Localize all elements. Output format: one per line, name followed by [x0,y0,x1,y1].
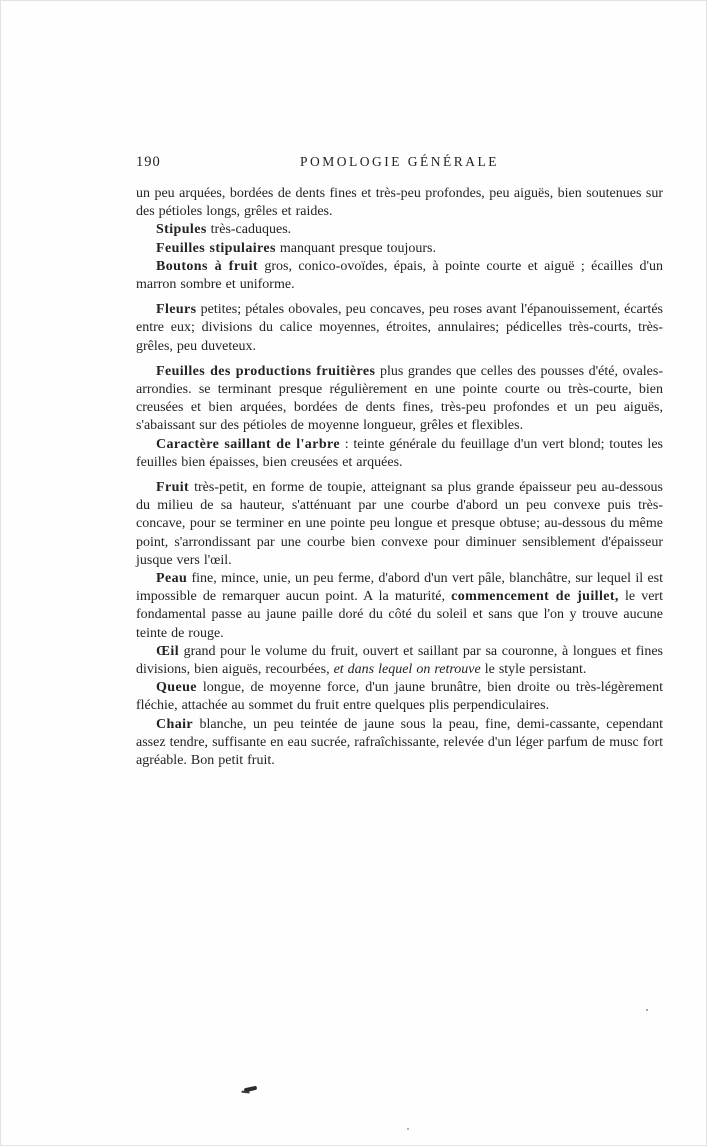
running-title: POMOLOGIE GÉNÉRALE [299,154,500,169]
headword: Chair [156,716,193,732]
paragraph-oeil [136,643,663,679]
text-segment: très-caduques. [206,222,292,238]
paragraph-boutons-a-fruit [136,258,663,294]
paragraph-caractere-saillant [136,436,663,472]
text-segment: grand pour le volume du fruit, ouvert et saillant par sa couronne, à longues et fines divisions, bien aiguës, recourbées, [136,643,663,678]
paragraph-feuilles-des-productions-fruitieres [136,363,663,436]
paragraph-stipules [136,221,663,239]
text-segment: très-petit, en forme de toupie, atteignant sa plus grande épaisseur peu au-dessous du milieu de sa hauteur, s'atténuant par une courbe d'abord un peu convexe puis très-concave, pour se terminer en une pointe peu longue et presque obtuse; au-dessous du même point, s'arrondissant par une courbe bien convexe pour diminuer sensiblement d'épaisseur jusque vers l'œil. [136,480,663,568]
headword: Queue [156,680,197,696]
headword: Fruit [156,480,190,496]
text-segment: petites; pétales obovales, peu concaves, peu roses avant l'épanouissement, écartés entre eux; divisions du calice moyennes, étroites, annulaires; pédicelles très-courts, très-grêles, peu duveteux. [136,302,663,354]
paragraph-chair [136,716,663,771]
text-segment: blanche, un peu teintée de jaune sous la peau, fine, demi-cassante, cependant assez tendre, suffisante en eau sucrée, rafraîchissante, relevée d'un léger parfum de musc fort agréable. Bon petit fruit. [136,716,663,769]
scan-speck [407,1128,409,1130]
headword: Boutons à fruit [156,258,258,274]
headword: Feuilles stipulaires [156,240,276,256]
paragraph-peau [136,570,663,643]
headword: Fleurs [156,302,197,318]
scan-speck [646,1009,648,1011]
headword: commencement de juillet, [451,589,619,605]
page-number: 190 [136,154,161,170]
paragraph-continuation [136,185,663,221]
paragraph-feuilles-stipulaires [136,240,663,258]
paragraph-fruit [136,479,663,570]
text-segment: plus grandes que celles des pousses d'été, ovales-arrondies. se terminant presque régulièrement en une pointe courte ou très-courte, bien creusées et bien arquées, bordées de dents fines, très-peu profondes et un peu aiguës, s'abaissant sur des pétioles de moyenne longueur, grêles et flexibles. [136,363,663,434]
text-segment: longue, de moyenne force, d'un jaune brunâtre, bien droite ou très-légèrement fléchie, attachée au sommet du fruit entre quelques plis perpendiculaires. [136,680,663,714]
page-body [136,185,663,770]
text-segment: : teinte générale du feuillage d'un vert blond; toutes les feuilles bien épaisses, bien creusées et arquées. [136,436,663,470]
paragraph-fleurs [136,301,663,356]
text-segment: un peu arquées, bordées de dents fines et très-peu profondes, peu aiguës, bien soutenues sur des pétioles longs, grêles et raides. [136,186,663,220]
text-segment: le vert fondamental passe au jaune paille doré du côté du soleil et sans que l'on y trouve aucune teinte de rouge. [136,589,663,641]
headword: Peau [156,571,188,587]
text-segment: le style persistant. [480,662,587,678]
headword: Caractère saillant de l'arbre [156,436,340,452]
text-segment: fine, mince, unie, un peu ferme, d'abord d'un vert pâle, blanchâtre, sur lequel il est impossible de remarquer aucun point. A la maturité, [136,571,663,605]
headword: Stipules [156,222,207,238]
text-segment: et dans lequel on retrouve [333,662,481,678]
headword: Feuilles des productions fruitières [156,363,376,379]
text-segment: gros, conico-ovoïdes, épais, à pointe courte et aiguë ; écailles d'un marron sombre et uniforme. [136,258,663,293]
paragraph-queue [136,679,663,715]
headword: Œil [156,643,179,659]
page-header [136,154,663,174]
ink-smudge [244,1086,258,1093]
text-segment: manquant presque toujours. [275,240,436,256]
